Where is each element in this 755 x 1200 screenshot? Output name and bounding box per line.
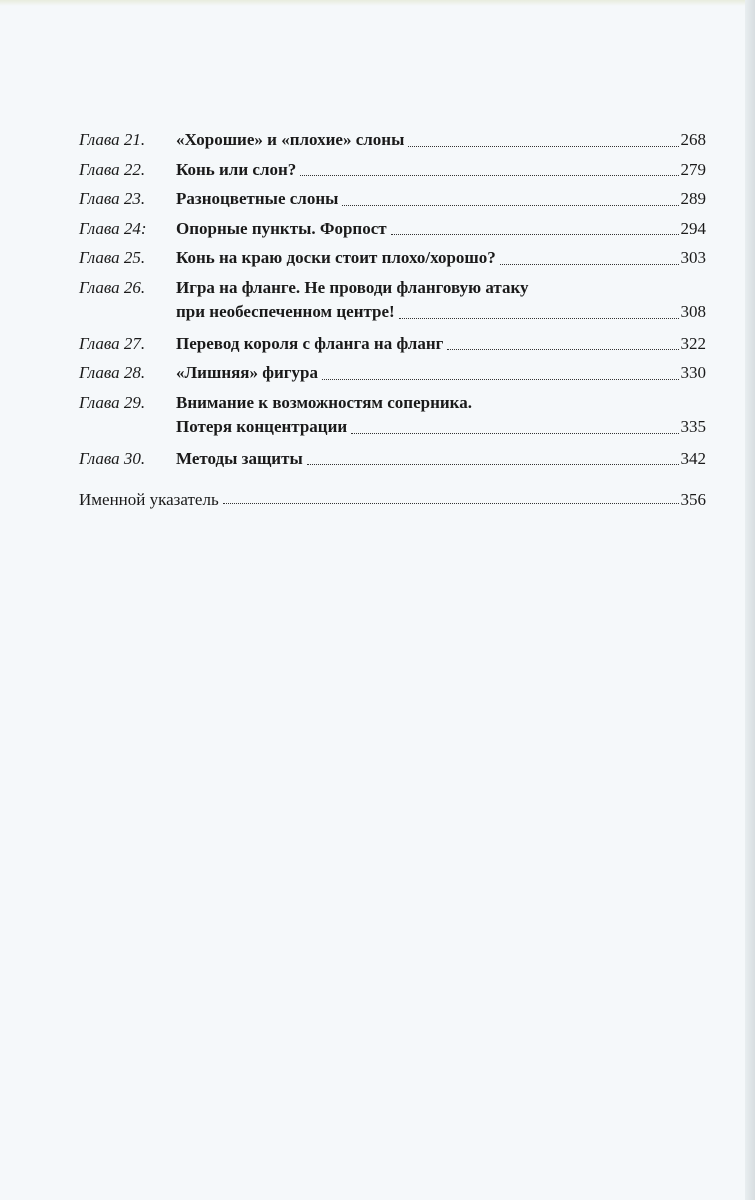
dot-leader [223,503,679,504]
page-number: 294 [680,218,706,238]
chapter-title: Перевод короля с фланга на фланг [176,333,444,353]
toc-entry [79,391,706,447]
page-number: 330 [680,363,706,382]
chapter-number: Глава 29. [79,392,146,412]
page-number: 279 [680,159,706,179]
toc-entry [79,246,706,276]
toc-entry [79,332,706,362]
chapter-title: Конь или слон? [176,159,297,179]
toc-entry [79,361,706,391]
page-right-edge [745,0,755,1200]
chapter-title: Методы защиты [176,448,303,468]
toc-entry [79,158,706,188]
chapter-title: Опорные пункты. Форпост [176,218,387,238]
table-of-contents [79,128,706,510]
chapter-title: «Лишняя» фигура [176,363,318,382]
page-number: 322 [680,333,706,353]
dot-leader [447,349,678,350]
page-number: 356 [680,490,706,509]
chapter-title: «Хорошие» и «плохие» слоны [176,130,405,149]
toc-index-entry [79,490,706,510]
chapter-number: Глава 24: [79,218,147,238]
chapter-number: Глава 27. [79,333,146,353]
chapter-title: Конь на краю доски стоит плохо/хорошо? [176,248,496,267]
dot-leader [408,146,678,147]
chapter-number: Глава 28. [79,363,146,382]
page-number: 342 [680,448,706,468]
index-label: Именной указатель [79,490,219,509]
dot-leader [342,205,678,206]
toc-entry [79,128,706,158]
chapter-title-continuation: Потеря концентрации [176,417,348,436]
chapter-title-continuation: при необеспеченном центре! [176,302,395,321]
chapter-title: Внимание к возможностям соперника. [176,392,472,412]
dot-leader [399,318,679,319]
chapter-number: Глава 26. [79,277,146,297]
page-number: 268 [680,130,706,149]
dot-leader [391,234,679,235]
page-number: 335 [680,417,706,436]
toc-entry [79,276,706,332]
page-number: 308 [680,302,706,321]
dot-leader [300,175,678,176]
dot-leader [351,433,678,434]
chapter-number: Глава 23. [79,189,146,208]
page-number: 303 [680,248,706,267]
toc-entry [79,187,706,217]
toc-entry [79,447,706,477]
dot-leader [307,464,679,465]
chapter-title: Игра на фланге. Не проводи фланговую атаку [176,277,529,297]
page-top-edge [0,0,755,6]
chapter-number: Глава 22. [79,159,146,179]
chapter-number: Глава 21. [79,130,146,149]
chapter-number: Глава 30. [79,448,146,468]
chapter-number: Глава 25. [79,248,146,267]
page-number: 289 [680,189,706,208]
dot-leader [500,264,679,265]
chapter-title: Разноцветные слоны [176,189,339,208]
dot-leader [322,379,679,380]
toc-entry [79,217,706,247]
